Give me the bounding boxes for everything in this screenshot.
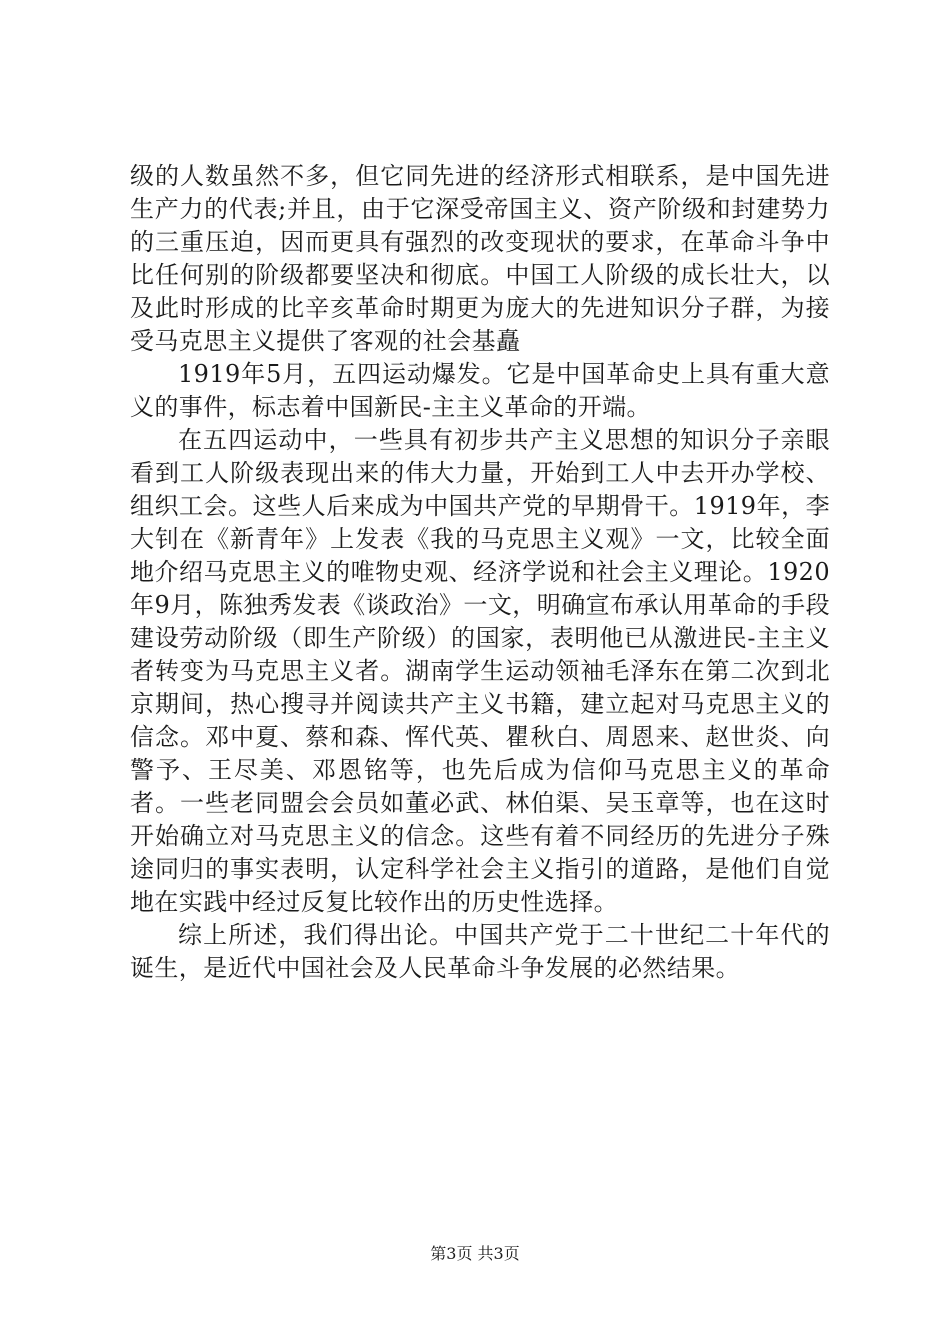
- paragraph-conclusion: 综上所述，我们得出论。中国共产党于二十世纪二十年代的诞生，是近代中国社会及人民革命斗争发展的必然结果。: [130, 921, 830, 982]
- paragraph-continuation: 级的人数虽然不多，但它同先进的经济形式相联系，是中国先进生产力的代表;并且，由于它深受帝国主义、资产阶级和封建势力的三重压迫，因而更具有强烈的改变现状的要求，在革命斗争中比任何别的阶级都要坚决和彻底。中国工人阶级的成长壮大，以及此时形成的比辛亥革命时期更为庞大的先进知识分子群，为接受马克思主义提供了客观的社会基矗: [130, 162, 830, 355]
- document-body: [130, 160, 830, 985]
- paragraph-may-fourth: 1919年5月，五四运动爆发。它是中国革命史上具有重大意义的事件，标志着中国新民-主主义革命的开端。: [130, 360, 830, 421]
- page-number-footer: 第3页 共3页: [430, 1244, 520, 1263]
- paragraph-intellectuals: 在五四运动中，一些具有初步共产主义思想的知识分子亲眼看到工人阶级表现出来的伟大力量，开始到工人中去开办学校、组织工会。这些人后来成为中国共产党的早期骨干。1919年，李大钊在《新青年》上发表《我的马克思主义观》一文，比较全面地介绍马克思主义的唯物史观、经济学说和社会主义理论。1920年9月，陈独秀发表《谈政治》一文，明确宣布承认用革命的手段建设劳动阶级（即生产阶级）的国家，表明他已从激进民-主主义者转变为马克思主义者。湖南学生运动领袖毛泽东在第二次到北京期间，热心搜寻并阅读共产主义书籍，建立起对马克思主义的信念。邓中夏、蔡和森、恽代英、瞿秋白、周恩来、赵世炎、向警予、王尽美、邓恩铭等，也先后成为信仰马克思主义的革命者。一些老同盟会会员如董必武、林伯渠、吴玉章等，也在这时开始确立对马克思主义的信念。这些有着不同经历的先进分子殊途同归的事实表明，认定科学社会主义指引的道路，是他们自觉地在实践中经过反复比较作出的历史性选择。: [130, 426, 830, 916]
